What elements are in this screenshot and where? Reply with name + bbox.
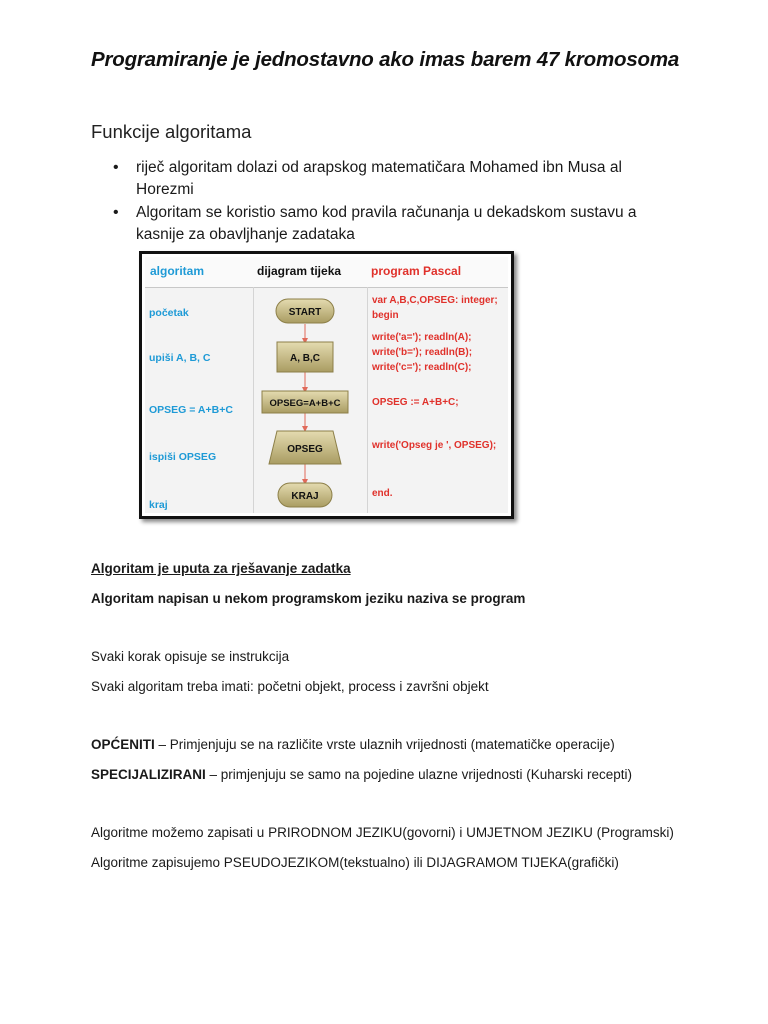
pascal-block <box>372 486 393 501</box>
bullet-list <box>113 157 673 247</box>
end-label: KRAJ <box>291 491 319 502</box>
pascal-line: begin <box>372 310 399 321</box>
term-general-desc: – Primjenjuju se na različite vrste ulaznih vrijednosti (matematičke operacije) <box>154 737 615 752</box>
header-program: program Pascal <box>371 264 462 278</box>
pascal-line: OPSEG := A+B+C; <box>372 397 459 408</box>
algoritam-step: kraj <box>149 499 168 511</box>
pascal-line: write('a='); readln(A); <box>372 332 472 343</box>
algoritam-step: ispiši OPSEG <box>149 451 217 463</box>
section-heading: Funkcije algoritama <box>91 121 252 142</box>
pascal-line: write('Opseg je ', OPSEG); <box>372 440 497 451</box>
paragraph-languages: Algoritme možemo zapisati u PRIRODNOM JEZIKU(govorni) i UMJETNOM JEZIKU (Programski) <box>91 825 674 840</box>
pascal-block <box>372 395 459 410</box>
algoritam-step: OPSEG = A+B+C <box>149 404 233 416</box>
paragraph-notation: Algoritme zapisujemo PSEUDOJEZIKOM(tekstualno) ili DIJAGRAMOM TIJEKA(grafički) <box>91 855 619 870</box>
pascal-block <box>372 438 496 453</box>
output-label: OPSEG <box>287 444 323 455</box>
header-algoritam: algoritam <box>150 264 205 278</box>
paragraph-general <box>91 737 615 752</box>
header-diagram: dijagram tijeka <box>257 264 342 278</box>
process-label: OPSEG=A+B+C <box>269 398 341 409</box>
term-specialized: SPECIJALIZIRANI <box>91 767 206 782</box>
algoritam-step: početak <box>149 307 189 319</box>
pascal-line: write('c='); readln(C); <box>372 362 472 373</box>
term-general: OPĆENITI <box>91 737 155 752</box>
pascal-block <box>372 330 472 375</box>
pascal-line: end. <box>372 488 393 499</box>
pascal-line: write('b='); readln(B); <box>372 347 473 358</box>
page-title: Programiranje je jednostavno ako imas barem 47 kromosoma <box>91 48 680 71</box>
paragraph-instruction: Svaki korak opisuje se instrukcija <box>91 649 290 664</box>
pascal-line: var A,B,C,OPSEG: integer; <box>372 295 498 306</box>
paragraph-definition: Algoritam je uputa za rješavanje zadatka <box>91 561 351 576</box>
paragraph-objects: Svaki algoritam treba imati: početni objekt, process i završni objekt <box>91 679 489 694</box>
bullet-item: • Algoritam se koristio samo kod pravila računanja u dekadskom sustavu a kasnije za obavljhanje zadataka <box>113 202 673 246</box>
start-label: START <box>288 307 322 318</box>
algoritam-step: upiši A, B, C <box>149 352 211 364</box>
pascal-block <box>372 293 498 323</box>
input-label: A, B,C <box>290 353 320 364</box>
figure-canvas <box>145 257 508 513</box>
bullet-item: • riječ algoritam dolazi od arapskog matematičara Mohamed ibn Musa al Horezmi <box>113 157 673 201</box>
paragraph-specialized <box>91 767 632 782</box>
algorithm-figure <box>139 251 514 519</box>
term-specialized-desc: – primjenjuju se samo na pojedine ulazne vrijednosti (Kuharski recepti) <box>205 767 632 782</box>
paragraph-program: Algoritam napisan u nekom programskom jeziku naziva se program <box>91 591 526 606</box>
